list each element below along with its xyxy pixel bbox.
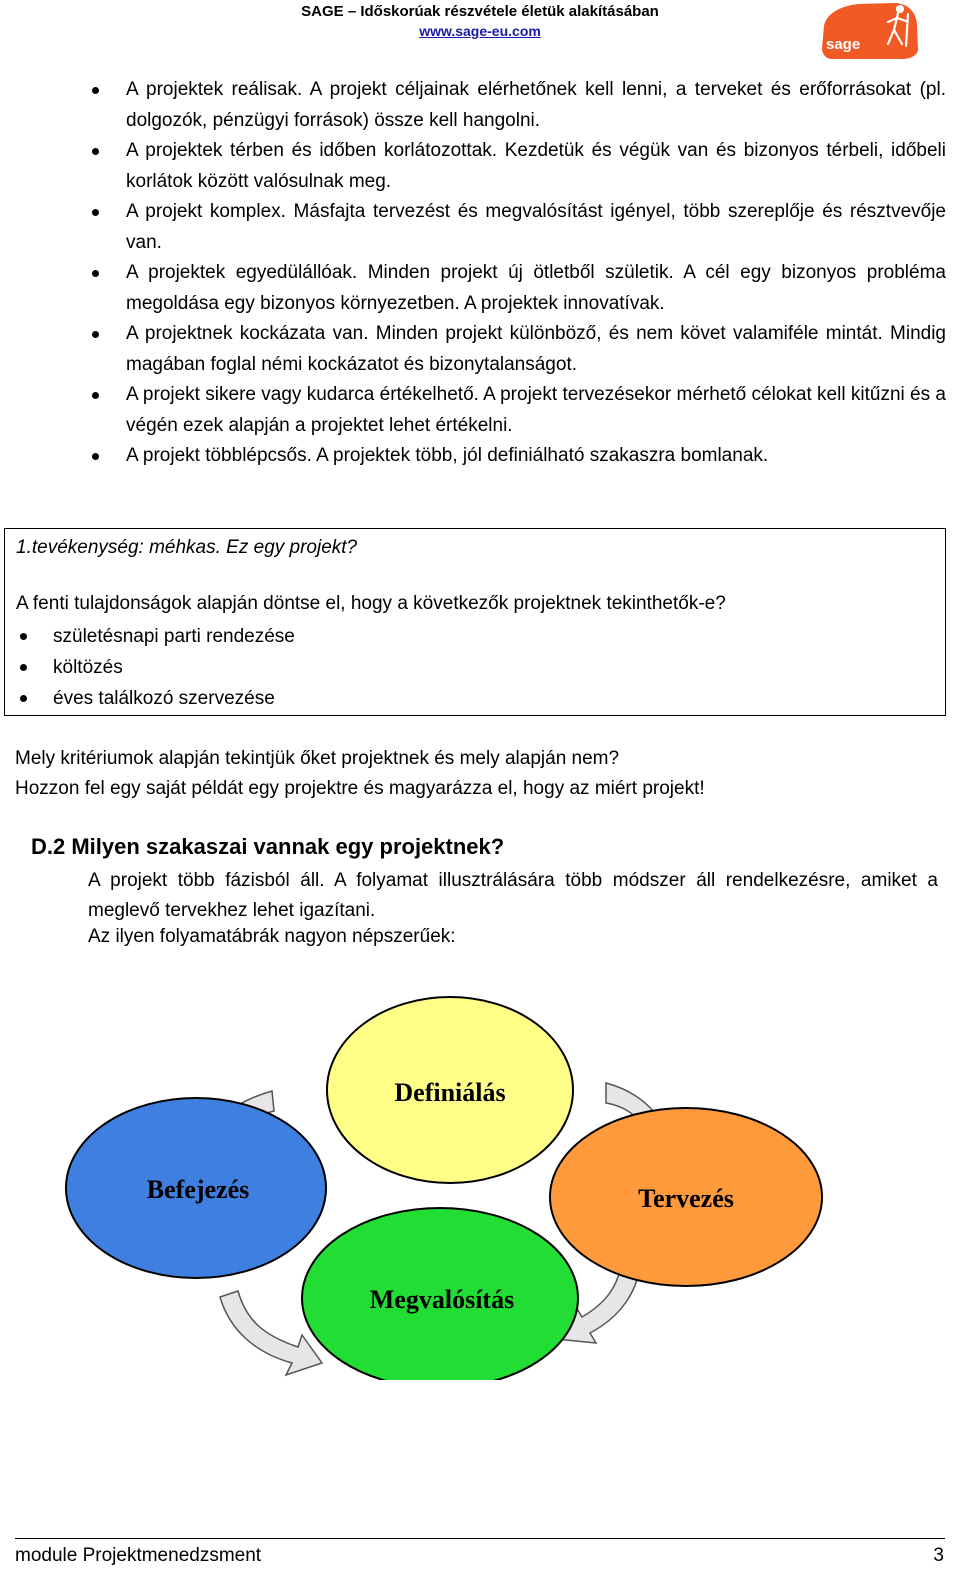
list-item: születésnapi parti rendezése bbox=[16, 621, 295, 652]
footer-module-name: module Projektmenedzsment bbox=[15, 1545, 262, 1566]
footer-divider bbox=[15, 1538, 945, 1539]
followup-question-1: Mely kritériumok alapján tekintjük őket projektnek és mely alapján nem? bbox=[15, 748, 620, 769]
list-item: A projekt komplex. Másfajta tervezést és megvalósítást igényel, több szereplője és résztvevője van. bbox=[88, 197, 946, 258]
followup-question-2: Hozzon fel egy saját példát egy projektre és magyarázza el, hogy az miért projekt! bbox=[15, 778, 705, 799]
section-heading: D.2 Milyen szakaszai vannak egy projektnek? bbox=[31, 834, 505, 859]
page-number: 3 bbox=[933, 1545, 944, 1566]
phase-label: Tervezés bbox=[638, 1184, 734, 1213]
list-item: A projektnek kockázata van. Minden projekt különböző, és nem követ valamiféle mintát. Mindig magában foglal némi kockázatot és bizonytalanságot. bbox=[88, 319, 946, 380]
activity-question: A fenti tulajdonságok alapján döntse el, hogy a következők projektnek tekinthetők-e? bbox=[16, 593, 726, 614]
section-intro-line: Az ilyen folyamatábrák nagyon népszerűek: bbox=[88, 926, 456, 947]
list-item: A projektek reálisak. A projekt céljainak elérhetőnek kell lenni, a terveket és erőforrásokat (pl. dolgozók, pénzügyi források) össze kell hangolni. bbox=[88, 75, 946, 136]
activity-title: 1.tevékenység: méhkas. Ez egy projekt? bbox=[16, 537, 358, 558]
sage-logo bbox=[818, 0, 938, 60]
list-item: A projektek egyedülállóak. Minden projekt új ötletből születik. A cél egy bizonyos probléma megoldása egy bizonyos környezetben. A projektek innovatívak. bbox=[88, 258, 946, 319]
logo-text: sage bbox=[826, 36, 861, 53]
header-url-link[interactable]: www.sage-eu.com bbox=[419, 23, 541, 39]
list-item: A projekt sikere vagy kudarca értékelhető. A projekt tervezésekor mérhető célokat kell kitűzni és a végén ezek alapján a projektet lehet értékelni. bbox=[88, 380, 946, 441]
phase-label: Megvalósítás bbox=[369, 1285, 515, 1314]
phase-label: Befejezés bbox=[146, 1175, 250, 1204]
project-phase-cycle-diagram bbox=[58, 995, 918, 1380]
list-item: éves találkozó szervezése bbox=[16, 683, 295, 714]
phase-label: Definiálás bbox=[394, 1078, 506, 1107]
activity-box bbox=[4, 528, 946, 716]
header-title: SAGE – Időskorúak részvétele életük alakításában bbox=[301, 3, 659, 20]
list-item: A projektek térben és időben korlátozottak. Kezdetük és végük van és bizonyos térbeli, időbeli korlátok között valósulnak meg. bbox=[88, 136, 946, 197]
list-item: A projekt többlépcsős. A projektek több, jól definiálható szakaszra bomlanak. bbox=[88, 441, 946, 472]
section-paragraph: A projekt több fázisból áll. A folyamat illusztrálására több módszer áll rendelkezésre, amiket a meglevő tervekhez lehet igazítani. bbox=[88, 870, 938, 921]
activity-items bbox=[16, 621, 295, 714]
project-properties-list bbox=[88, 75, 946, 472]
list-item: költözés bbox=[16, 652, 295, 683]
